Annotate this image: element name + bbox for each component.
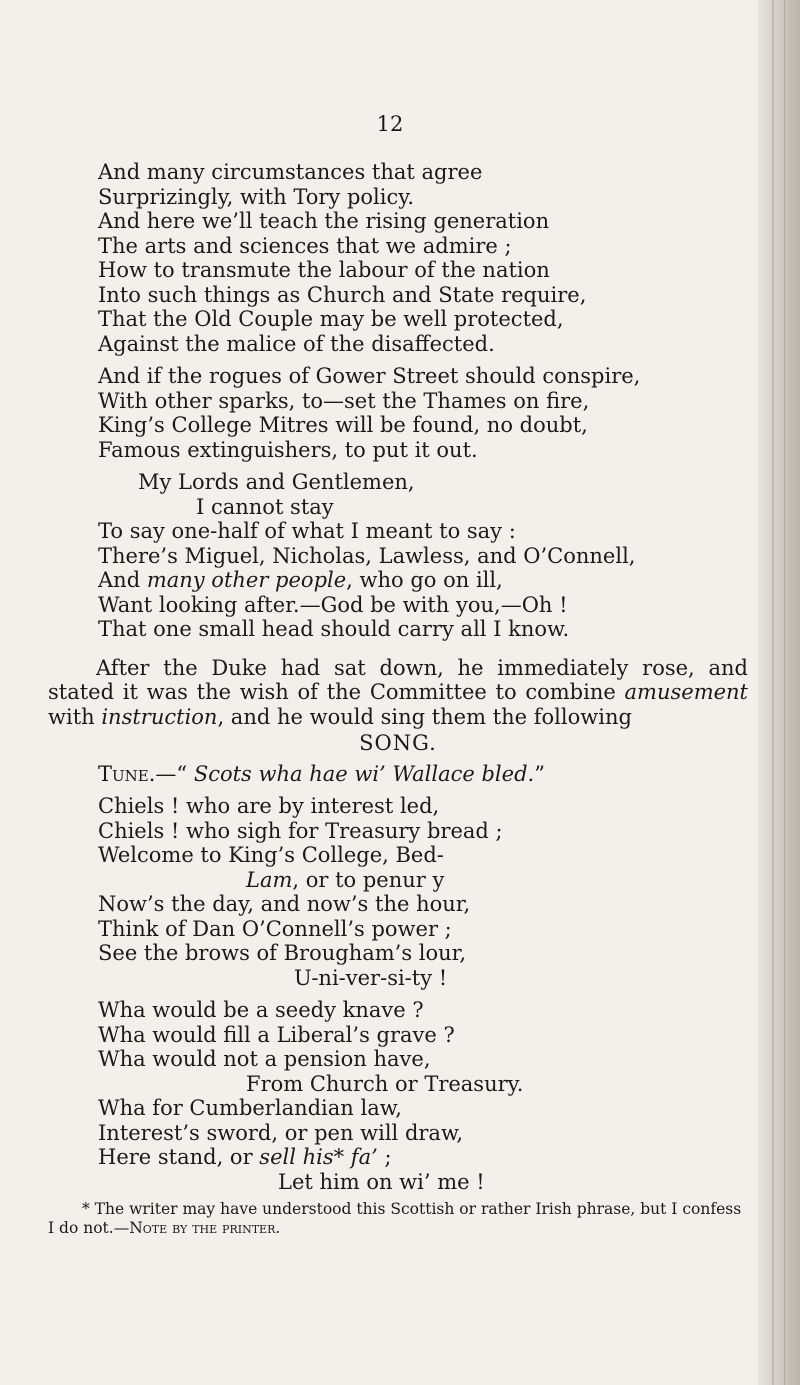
tune-line [98,762,748,787]
song-line: U-ni-ver-si-ty ! [294,965,448,990]
page-number: 12 [376,112,404,136]
song-text: , or to penur y [292,867,445,892]
verse-line: And if the rogues of Gower Street should conspire, [98,364,641,388]
song-line: Now’s the day, and now’s the hour, [98,892,471,916]
verse-line: King’s College Mitres will be found, no doubt, [98,413,588,437]
song-emphasis: sell his* fa’ [259,1145,378,1169]
song-stanza-1 [98,794,748,990]
tune-close: ” [534,761,545,786]
verse-line: Famous extinguishers, to put it out. [98,437,478,462]
song-line: From Church or Treasury. [246,1071,524,1096]
verse-stanza-3 [98,470,748,642]
song-line: Wha would not a pension have, [98,1047,431,1071]
page-edge [758,0,800,1385]
prose-text: , and he would sing them the following [217,704,632,729]
song-line: Welcome to King’s College, Bed- [98,843,444,867]
tune-separator: .—“ [148,761,194,786]
footnote-attribution: Note by the printer. [129,1219,281,1237]
verse-line [98,568,748,593]
prose-text: After the Duke had sat down, he immediately rose, and stated it was the wish of the Committee to combine [48,655,748,704]
song-line: Interest’s sword, or pen will draw, [98,1120,464,1145]
verse-text: And [98,568,147,592]
song-line: See the brows of Brougham’s lour, [98,941,467,965]
prose-emphasis: amusement [624,680,748,704]
verse-line: The arts and sciences that we admire ; [98,233,512,258]
verse-line: To say one-half of what I meant to say : [98,519,516,543]
song-line [98,868,748,893]
song-line [98,1145,748,1170]
song-line: Chiels ! who are by interest led, [98,794,440,818]
song-emphasis: Lam [246,867,293,892]
verse-line: And many circumstances that agree [98,160,483,184]
song-stanza-2 [98,998,748,1194]
verse-emphasis: many other people [146,568,347,592]
prose-text: with [48,704,102,729]
verse-line: That the Old Couple may be well protected, [98,307,564,331]
song-line: Wha for Cumberlandian law, [98,1096,402,1120]
prose-paragraph [48,656,748,730]
verse-line: Against the malice of the disaffected. [98,331,495,356]
song-line: Chiels ! who sigh for Treasury bread ; [98,818,503,843]
song-line: Wha would fill a Liberal’s grave ? [98,1022,455,1047]
verse-line: How to transmute the labour of the nation [98,258,550,282]
verse-text: , who go on ill, [346,568,503,592]
song-line: Think of Dan O’Connell’s power ; [98,916,452,941]
song-line: Wha would be a seedy knave ? [98,998,424,1022]
verse-line: Want looking after.—God be with you,—Oh ! [98,592,568,617]
song-text: Here stand, or [98,1145,260,1169]
page-body [48,160,748,1238]
verse-stanza-2 [98,364,748,462]
footnote [48,1200,748,1238]
verse-line: And here we’ll teach the rising generation [98,209,550,233]
song-text: ; [377,1145,392,1169]
tune-label: Tune [98,761,149,786]
verse-line: Into such things as Church and State require, [98,282,587,307]
address-line: I cannot stay [196,494,334,519]
verse-line: There’s Miguel, Nicholas, Lawless, and O’Connell, [98,543,636,568]
verse-stanza-1 [98,160,748,356]
address-line: My Lords and Gentlemen, [138,470,415,494]
tune-title: Scots wha hae wi’ Wallace bled. [193,761,535,786]
verse-line: With other sparks, to—set the Thames on fire, [98,388,590,413]
footnote-text: * The writer may have understood this Scottish or rather Irish phrase, but I confess I do not.— [48,1200,742,1237]
verse-line: That one small head should carry all I know. [98,617,570,641]
song-heading: SONG. [359,731,437,755]
verse-line: Surprizingly, with Tory policy. [98,184,414,209]
song-line: Let him on wi’ me ! [278,1169,485,1194]
prose-emphasis: instruction [101,704,218,729]
